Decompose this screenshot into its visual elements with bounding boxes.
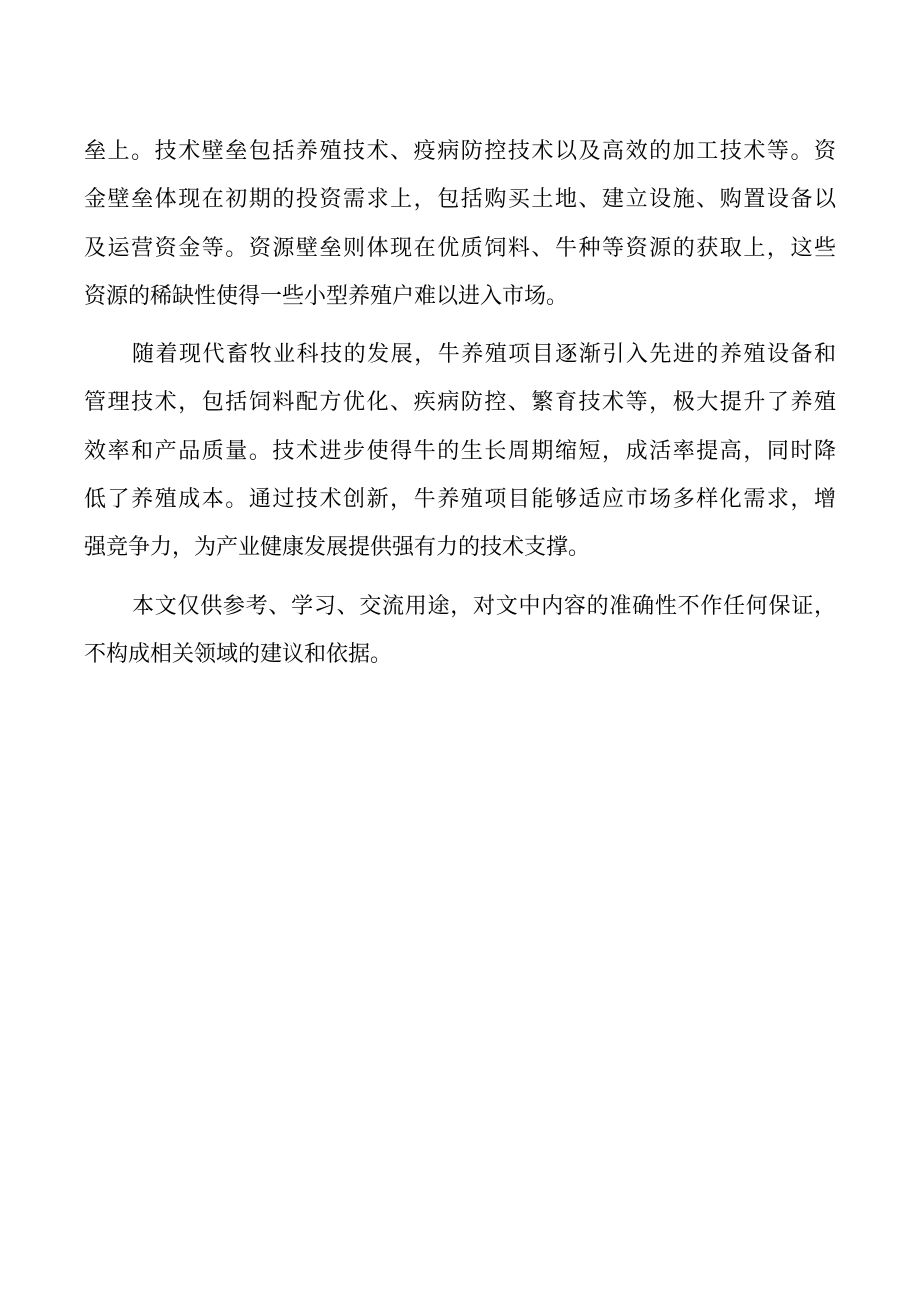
paragraph-barriers (84, 128, 836, 321)
paragraph-line: 资源的稀缺性使得一些小型养殖户难以进入市场。 (84, 283, 569, 309)
paragraph-line: 强竞争力，为产业健康发展提供强有力的技术支撑。 (84, 535, 591, 561)
paragraph-line: 本文仅供参考、学习、交流用途，对文中内容的准确性不作任何保证， (132, 593, 836, 619)
paragraph-line: 管理技术，包括饲料配方优化、疾病防控、繁育技术等，极大提升了养殖 (84, 390, 836, 416)
paragraph-disclaimer (84, 583, 836, 680)
document-body (84, 128, 836, 689)
paragraph-line: 不构成相关领域的建议和依据。 (84, 641, 393, 667)
paragraph-line: 低了养殖成本。通过技术创新，牛养殖项目能够适应市场多样化需求，增 (84, 487, 836, 513)
paragraph-line: 及运营资金等。资源壁垒则体现在优质饲料、牛种等资源的获取上，这些 (84, 235, 836, 261)
paragraph-line: 效率和产品质量。技术进步使得牛的生长周期缩短，成活率提高，同时降 (84, 438, 836, 464)
paragraph-line: 金壁垒体现在初期的投资需求上，包括购买土地、建立设施、购置设备以 (84, 187, 836, 213)
paragraph-line: 随着现代畜牧业科技的发展，牛养殖项目逐渐引入先进的养殖设备和 (132, 342, 836, 368)
paragraph-line: 垒上。技术壁垒包括养殖技术、疫病防控技术以及高效的加工技术等。资 (84, 139, 836, 164)
paragraph-technology (84, 331, 836, 572)
